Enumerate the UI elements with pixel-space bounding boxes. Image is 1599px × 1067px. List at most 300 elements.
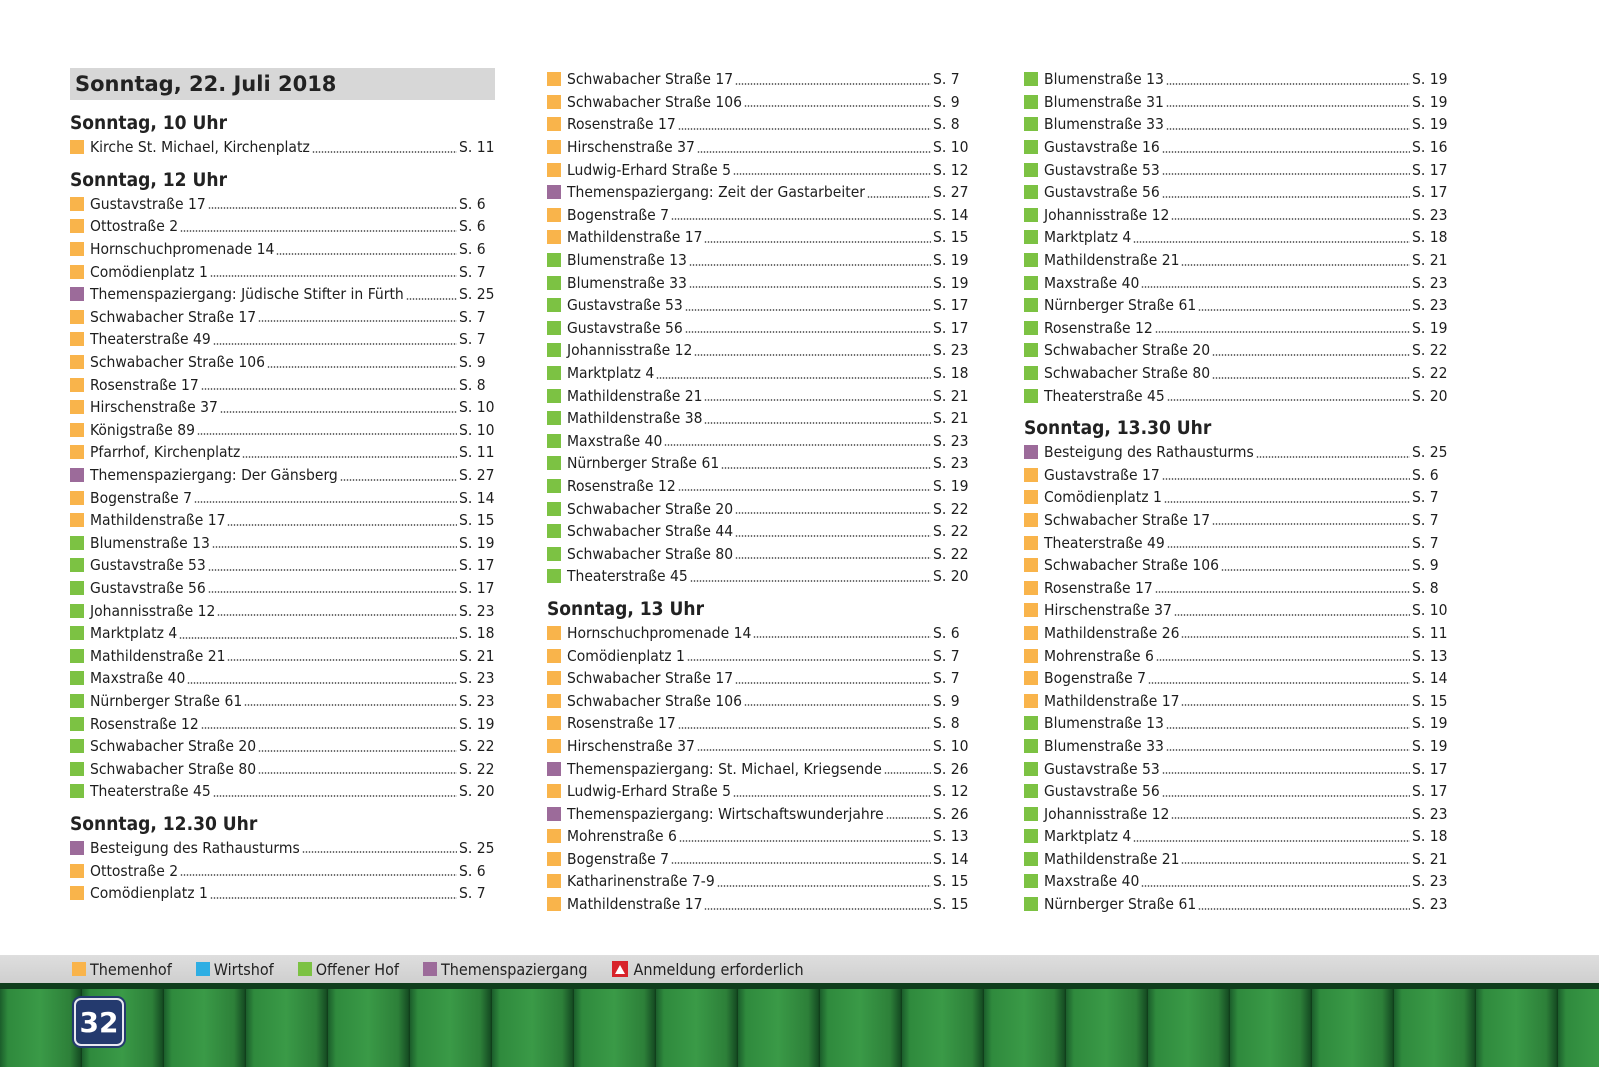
dot-leader bbox=[180, 874, 457, 876]
list-item bbox=[547, 497, 969, 520]
list-item bbox=[1024, 644, 1448, 667]
entry-name: Theaterstraße 49 bbox=[1044, 533, 1165, 552]
entry-name: Hornschuchpromenade 14 bbox=[90, 240, 275, 259]
entry-name: Themenspaziergang: Wirtschaftswunderjahre bbox=[567, 804, 884, 823]
orange-square-icon bbox=[70, 445, 84, 459]
dot-leader bbox=[1198, 908, 1410, 910]
entry-name: Ludwig-Erhard Straße 5 bbox=[567, 160, 732, 179]
orange-square-icon bbox=[1024, 626, 1038, 640]
entry-name: Mathildenstraße 21 bbox=[1044, 251, 1180, 270]
list-item bbox=[70, 837, 495, 860]
list-item bbox=[547, 644, 969, 667]
entry-name: Rosenstraße 17 bbox=[90, 375, 199, 394]
page-reference: S. 6 bbox=[459, 861, 486, 880]
list-item bbox=[1024, 294, 1448, 317]
dot-leader bbox=[258, 320, 457, 322]
page-reference: S. 22 bbox=[933, 499, 969, 518]
entry-name: Kirche St. Michael, Kirchenplatz bbox=[90, 138, 310, 157]
list-item bbox=[70, 712, 495, 735]
page-reference: S. 18 bbox=[933, 364, 969, 383]
dot-leader bbox=[267, 366, 457, 368]
entry-name: Bogenstraße 7 bbox=[1044, 669, 1147, 688]
entry-name: Schwabacher Straße 17 bbox=[90, 307, 257, 326]
green-square-icon bbox=[1024, 739, 1038, 753]
list-item bbox=[547, 622, 969, 645]
entry-name: Mathildenstraße 21 bbox=[1044, 849, 1180, 868]
list-item bbox=[547, 68, 969, 91]
list-item bbox=[547, 181, 969, 204]
page-reference: S. 20 bbox=[459, 782, 495, 801]
schedule-section bbox=[1024, 68, 1448, 407]
orange-square-icon bbox=[1024, 694, 1038, 708]
dot-leader bbox=[744, 704, 931, 706]
dot-leader bbox=[1133, 840, 1410, 842]
dot-leader bbox=[258, 750, 457, 752]
dot-leader bbox=[1162, 196, 1410, 198]
list-item bbox=[547, 848, 969, 871]
page-reference: S. 17 bbox=[933, 318, 969, 337]
page-reference: S. 25 bbox=[1412, 443, 1448, 462]
entry-name: Comödienplatz 1 bbox=[567, 646, 685, 665]
page-reference: S. 10 bbox=[933, 138, 969, 157]
list-item bbox=[547, 667, 969, 690]
green-square-icon bbox=[547, 479, 561, 493]
list-item bbox=[70, 667, 495, 690]
orange-square-icon bbox=[547, 671, 561, 685]
orange-square-icon bbox=[70, 219, 84, 233]
page-number-badge: 32 bbox=[74, 998, 124, 1046]
dot-leader bbox=[201, 727, 457, 729]
purple-square-icon bbox=[1024, 445, 1038, 459]
dot-leader bbox=[1162, 772, 1410, 774]
page-reference: S. 6 bbox=[459, 217, 486, 236]
page-reference: S. 14 bbox=[459, 488, 495, 507]
page-reference: S. 6 bbox=[459, 194, 486, 213]
page-reference: S. 17 bbox=[1412, 183, 1448, 202]
green-square-icon bbox=[298, 962, 312, 976]
entry-name: Gustavstraße 56 bbox=[567, 318, 683, 337]
list-item bbox=[1024, 464, 1448, 487]
orange-square-icon bbox=[547, 897, 561, 911]
list-item bbox=[1024, 317, 1448, 340]
page-reference: S. 26 bbox=[933, 759, 969, 778]
entry-name: Mohrenstraße 6 bbox=[1044, 646, 1154, 665]
dot-leader bbox=[1162, 795, 1410, 797]
dot-leader bbox=[1162, 173, 1410, 175]
entry-name: Hirschenstraße 37 bbox=[1044, 601, 1172, 620]
dot-leader bbox=[704, 422, 931, 424]
dot-leader bbox=[227, 659, 457, 661]
list-item bbox=[70, 532, 495, 555]
dot-leader bbox=[704, 908, 931, 910]
list-item bbox=[547, 542, 969, 565]
page-reference: S. 8 bbox=[1412, 578, 1439, 597]
list-item bbox=[547, 780, 969, 803]
legend-label: Themenspaziergang bbox=[440, 959, 588, 979]
entry-name: Blumenstraße 13 bbox=[1044, 70, 1164, 89]
list-item bbox=[70, 735, 495, 758]
dot-leader bbox=[210, 275, 457, 277]
dot-leader bbox=[1171, 817, 1410, 819]
dot-leader bbox=[687, 659, 931, 661]
dot-leader bbox=[1133, 241, 1410, 243]
entry-name: Theaterstraße 45 bbox=[1044, 386, 1165, 405]
list-item bbox=[70, 486, 495, 509]
page-reference: S. 7 bbox=[459, 330, 486, 349]
section-title: Sonntag, 12.30 Uhr bbox=[70, 812, 258, 835]
dot-leader bbox=[1166, 727, 1410, 729]
dot-leader bbox=[1164, 501, 1410, 503]
list-item bbox=[1024, 113, 1448, 136]
page-reference: S. 7 bbox=[459, 262, 486, 281]
list-item bbox=[1024, 226, 1448, 249]
entry-name: Hirschenstraße 37 bbox=[567, 138, 695, 157]
page-reference: S. 17 bbox=[459, 556, 495, 575]
entry-name: Themenspaziergang: Der Gänsberg bbox=[90, 466, 338, 485]
page-reference: S. 17 bbox=[1412, 759, 1448, 778]
list-item bbox=[547, 757, 969, 780]
list-item bbox=[70, 757, 495, 780]
orange-square-icon bbox=[70, 197, 84, 211]
green-square-icon bbox=[70, 739, 84, 753]
green-square-icon bbox=[70, 649, 84, 663]
dot-leader bbox=[406, 298, 457, 300]
entry-name: Nürnberger Straße 61 bbox=[1044, 895, 1197, 914]
green-square-icon bbox=[1024, 140, 1038, 154]
list-item bbox=[1024, 339, 1448, 362]
green-square-icon bbox=[70, 717, 84, 731]
entry-name: Mathildenstraße 26 bbox=[1044, 623, 1180, 642]
page-reference: S. 20 bbox=[1412, 386, 1448, 405]
page-reference: S. 19 bbox=[933, 476, 969, 495]
dot-leader bbox=[678, 727, 931, 729]
entry-name: Maxstraße 40 bbox=[1044, 872, 1140, 891]
page-reference: S. 23 bbox=[459, 601, 495, 620]
page-reference: S. 21 bbox=[933, 386, 969, 405]
dot-leader bbox=[721, 467, 931, 469]
green-square-icon bbox=[70, 762, 84, 776]
dot-leader bbox=[867, 196, 931, 198]
legend-item bbox=[612, 960, 804, 979]
page-reference: S. 26 bbox=[933, 804, 969, 823]
page-reference: S. 9 bbox=[933, 92, 960, 111]
dot-leader bbox=[678, 128, 931, 130]
green-square-icon bbox=[547, 547, 561, 561]
orange-square-icon bbox=[70, 513, 84, 527]
page-reference: S. 7 bbox=[933, 669, 960, 688]
list-item bbox=[1024, 893, 1448, 916]
page-reference: S. 14 bbox=[933, 849, 969, 868]
list-item bbox=[547, 271, 969, 294]
list-item bbox=[547, 475, 969, 498]
entry-name: Mathildenstraße 17 bbox=[1044, 691, 1180, 710]
list-item bbox=[1024, 735, 1448, 758]
entry-name: Blumenstraße 13 bbox=[90, 533, 210, 552]
dot-leader bbox=[1212, 377, 1410, 379]
entry-name: Schwabacher Straße 20 bbox=[90, 737, 257, 756]
entry-name: Bogenstraße 7 bbox=[567, 205, 670, 224]
page-reference: S. 14 bbox=[1412, 669, 1448, 688]
page-reference: S. 12 bbox=[933, 160, 969, 179]
entry-name: Mathildenstraße 21 bbox=[567, 386, 703, 405]
page-reference: S. 8 bbox=[933, 115, 960, 134]
entry-name: Rosenstraße 12 bbox=[1044, 318, 1153, 337]
list-item bbox=[547, 339, 969, 362]
list-item bbox=[1024, 181, 1448, 204]
orange-square-icon bbox=[547, 95, 561, 109]
list-item bbox=[547, 158, 969, 181]
list-item bbox=[70, 464, 495, 487]
green-square-icon bbox=[1024, 829, 1038, 843]
page-reference: S. 11 bbox=[1412, 623, 1448, 642]
green-square-icon bbox=[547, 321, 561, 335]
page-reference: S. 6 bbox=[933, 623, 960, 642]
green-square-icon bbox=[547, 456, 561, 470]
list-item bbox=[1024, 486, 1448, 509]
orange-square-icon bbox=[1024, 536, 1038, 550]
dot-leader bbox=[213, 795, 457, 797]
green-square-icon bbox=[1024, 163, 1038, 177]
dot-leader bbox=[179, 637, 457, 639]
dot-leader bbox=[886, 817, 931, 819]
green-square-icon bbox=[547, 524, 561, 538]
entry-name: Gustavstraße 53 bbox=[567, 296, 683, 315]
entry-name: Johannisstraße 12 bbox=[1044, 205, 1170, 224]
dot-leader bbox=[1198, 309, 1410, 311]
entry-name: Schwabacher Straße 17 bbox=[567, 669, 734, 688]
dot-leader bbox=[664, 444, 931, 446]
dot-leader bbox=[717, 885, 931, 887]
list-item bbox=[547, 689, 969, 712]
column-1 bbox=[70, 68, 495, 904]
list-item bbox=[70, 859, 495, 882]
dot-leader bbox=[690, 580, 931, 582]
green-square-icon bbox=[1024, 389, 1038, 403]
dot-leader bbox=[1141, 885, 1410, 887]
legend-item bbox=[423, 960, 588, 979]
entry-name: Comödienplatz 1 bbox=[90, 262, 208, 281]
entry-name: Themenspaziergang: Zeit der Gastarbeiter bbox=[567, 183, 866, 202]
page-reference: S. 23 bbox=[1412, 804, 1448, 823]
page-reference: S. 7 bbox=[1412, 533, 1439, 552]
orange-square-icon bbox=[1024, 558, 1038, 572]
dot-leader bbox=[1181, 862, 1410, 864]
page-reference: S. 19 bbox=[933, 251, 969, 270]
page-reference: S. 19 bbox=[1412, 70, 1448, 89]
green-square-icon bbox=[1024, 716, 1038, 730]
page-reference: S. 22 bbox=[933, 522, 969, 541]
list-item bbox=[1024, 91, 1448, 114]
entry-name: Johannisstraße 12 bbox=[90, 601, 216, 620]
page-reference: S. 23 bbox=[1412, 895, 1448, 914]
green-square-icon bbox=[547, 253, 561, 267]
dot-leader bbox=[276, 253, 457, 255]
orange-square-icon bbox=[70, 423, 84, 437]
entry-name: Mohrenstraße 6 bbox=[567, 827, 677, 846]
dot-leader bbox=[735, 557, 931, 559]
dot-leader bbox=[735, 83, 931, 85]
page-reference: S. 15 bbox=[1412, 691, 1448, 710]
dot-leader bbox=[1181, 636, 1410, 638]
entry-name: Schwabacher Straße 44 bbox=[567, 522, 734, 541]
green-square-icon bbox=[1024, 852, 1038, 866]
dot-leader bbox=[227, 524, 457, 526]
dot-leader bbox=[1162, 151, 1410, 153]
list-item bbox=[70, 622, 495, 645]
page-reference: S. 13 bbox=[933, 827, 969, 846]
page-reference: S. 14 bbox=[933, 205, 969, 224]
list-item bbox=[547, 407, 969, 430]
page-reference: S. 20 bbox=[933, 567, 969, 586]
list-item bbox=[547, 91, 969, 114]
entry-name: Hornschuchpromenade 14 bbox=[567, 623, 752, 642]
dot-leader bbox=[1156, 659, 1410, 661]
green-square-icon bbox=[70, 536, 84, 550]
green-square-icon bbox=[70, 784, 84, 798]
legend-item bbox=[298, 960, 399, 979]
dot-leader bbox=[1212, 523, 1410, 525]
orange-square-icon bbox=[547, 784, 561, 798]
page-reference: S. 7 bbox=[933, 70, 960, 89]
entry-name: Marktplatz 4 bbox=[90, 624, 178, 643]
entry-name: Maxstraße 40 bbox=[567, 431, 663, 450]
entry-name: Blumenstraße 33 bbox=[567, 273, 687, 292]
entry-name: Nürnberger Straße 61 bbox=[567, 454, 720, 473]
entry-name: Besteigung des Rathausturms bbox=[1044, 443, 1254, 462]
page-reference: S. 6 bbox=[1412, 465, 1439, 484]
list-item bbox=[70, 780, 495, 803]
dot-leader bbox=[1166, 128, 1410, 130]
entry-name: Comödienplatz 1 bbox=[1044, 488, 1162, 507]
blue-square-icon bbox=[196, 962, 210, 976]
list-item bbox=[70, 441, 495, 464]
dot-leader bbox=[735, 682, 931, 684]
entry-name: Marktplatz 4 bbox=[567, 364, 655, 383]
page-reference: S. 17 bbox=[1412, 782, 1448, 801]
entry-name: Blumenstraße 33 bbox=[1044, 736, 1164, 755]
purple-square-icon bbox=[547, 185, 561, 199]
page-reference: S. 17 bbox=[1412, 160, 1448, 179]
dot-leader bbox=[1174, 614, 1410, 616]
green-square-icon bbox=[1024, 343, 1038, 357]
entry-name: Schwabacher Straße 80 bbox=[567, 544, 734, 563]
green-square-icon bbox=[547, 569, 561, 583]
orange-square-icon bbox=[547, 626, 561, 640]
dot-leader bbox=[1181, 704, 1410, 706]
orange-square-icon bbox=[547, 694, 561, 708]
dot-leader bbox=[884, 772, 931, 774]
entry-name: Gustavstraße 53 bbox=[1044, 160, 1160, 179]
dot-leader bbox=[685, 309, 931, 311]
orange-square-icon bbox=[70, 864, 84, 878]
entry-name: Nürnberger Straße 61 bbox=[90, 691, 243, 710]
section-title: Sonntag, 12 Uhr bbox=[70, 168, 228, 191]
dot-leader bbox=[753, 636, 931, 638]
dot-leader bbox=[697, 151, 931, 153]
green-square-icon bbox=[1024, 230, 1038, 244]
list-item bbox=[1024, 249, 1448, 272]
list-item bbox=[1024, 531, 1448, 554]
schedule-section bbox=[547, 596, 969, 916]
entry-name: Schwabacher Straße 80 bbox=[1044, 364, 1211, 383]
orange-square-icon bbox=[70, 355, 84, 369]
page-reference: S. 18 bbox=[1412, 827, 1448, 846]
entry-name: Hirschenstraße 37 bbox=[567, 736, 695, 755]
green-square-icon bbox=[547, 411, 561, 425]
page-reference: S. 27 bbox=[459, 466, 495, 485]
page-reference: S. 19 bbox=[1412, 318, 1448, 337]
orange-square-icon bbox=[547, 117, 561, 131]
orange-square-icon bbox=[547, 208, 561, 222]
green-square-icon bbox=[1024, 298, 1038, 312]
entry-name: Königstraße 89 bbox=[90, 420, 196, 439]
green-square-icon bbox=[547, 389, 561, 403]
list-item bbox=[70, 690, 495, 713]
dot-leader bbox=[1148, 682, 1410, 684]
green-square-icon bbox=[1024, 95, 1038, 109]
entry-name: Besteigung des Rathausturms bbox=[90, 838, 300, 857]
dot-leader bbox=[704, 399, 931, 401]
page-reference: S. 19 bbox=[933, 273, 969, 292]
entry-name: Gustavstraße 56 bbox=[1044, 782, 1160, 801]
page-reference: S. 22 bbox=[933, 544, 969, 563]
column-2 bbox=[547, 68, 969, 915]
orange-square-icon bbox=[547, 829, 561, 843]
list-item bbox=[547, 362, 969, 385]
dot-leader bbox=[197, 433, 457, 435]
green-square-icon bbox=[1024, 185, 1038, 199]
dot-leader bbox=[302, 851, 457, 853]
entry-name: Rosenstraße 12 bbox=[567, 476, 676, 495]
dot-leader bbox=[194, 501, 457, 503]
entry-name: Johannisstraße 12 bbox=[1044, 804, 1170, 823]
dot-leader bbox=[1155, 591, 1410, 593]
page-reference: S. 7 bbox=[1412, 510, 1439, 529]
dot-leader bbox=[656, 377, 931, 379]
entry-name: Themenspaziergang: St. Michael, Kriegsende bbox=[567, 759, 882, 778]
green-square-icon bbox=[70, 694, 84, 708]
list-item bbox=[547, 893, 969, 916]
entry-name: Rosenstraße 17 bbox=[1044, 578, 1153, 597]
dot-leader bbox=[704, 241, 931, 243]
list-item bbox=[547, 802, 969, 825]
dot-leader bbox=[1141, 286, 1410, 288]
entry-name: Bogenstraße 7 bbox=[90, 488, 193, 507]
entry-name: Blumenstraße 13 bbox=[1044, 714, 1164, 733]
entry-name: Maxstraße 40 bbox=[90, 669, 186, 688]
list-item bbox=[70, 882, 495, 905]
page-reference: S. 23 bbox=[459, 669, 495, 688]
list-item bbox=[1024, 362, 1448, 385]
page-reference: S. 23 bbox=[933, 454, 969, 473]
legend-label: Themenhof bbox=[90, 959, 172, 979]
list-item bbox=[1024, 384, 1448, 407]
list-item bbox=[1024, 68, 1448, 91]
list-item bbox=[70, 351, 495, 374]
dot-leader bbox=[744, 105, 931, 107]
green-square-icon bbox=[1024, 253, 1038, 267]
page-reference: S. 19 bbox=[1412, 714, 1448, 733]
orange-square-icon bbox=[70, 332, 84, 346]
dot-leader bbox=[671, 862, 931, 864]
list-item bbox=[547, 452, 969, 475]
orange-square-icon bbox=[547, 649, 561, 663]
dot-leader bbox=[1167, 546, 1410, 548]
orange-square-icon bbox=[1024, 513, 1038, 527]
dot-leader bbox=[210, 897, 457, 899]
page-reference: S. 23 bbox=[933, 341, 969, 360]
green-square-icon bbox=[1024, 762, 1038, 776]
